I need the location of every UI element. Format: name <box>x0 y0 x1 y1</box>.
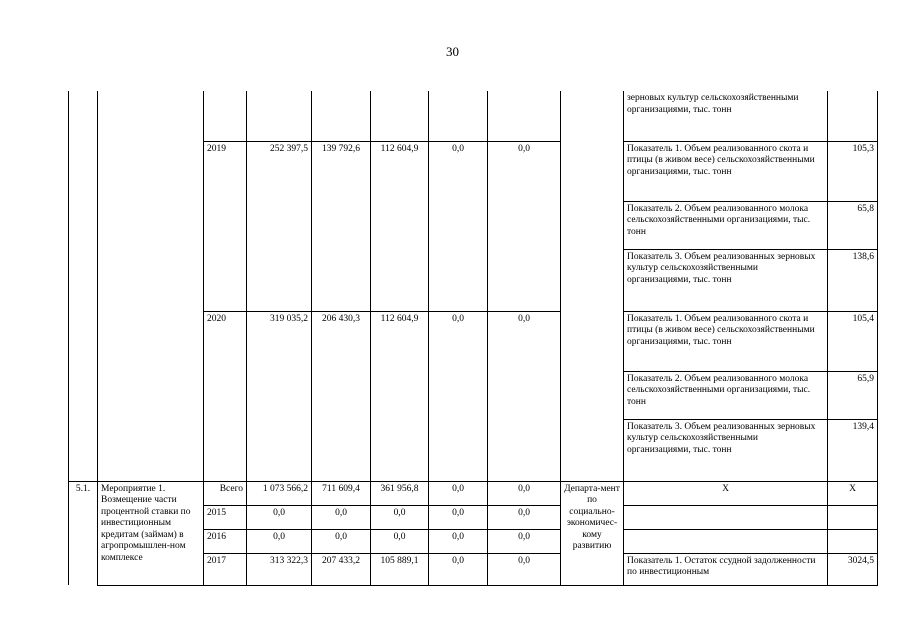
total-cell: 319 035,2 <box>247 311 312 481</box>
total-cell: 0,0 <box>247 529 312 553</box>
indicator-cell: Показатель 2. Объем реализованного молока сельскохозяйственными организациями, тыс. тонн <box>624 371 828 419</box>
value-cell: 139,4 <box>828 419 878 481</box>
period-cell: 2016 <box>204 529 247 553</box>
value-cell: 105,4 <box>828 311 878 371</box>
measure-number: 5.1. <box>69 481 98 585</box>
page-number: 30 <box>446 44 459 59</box>
fed-cell: 206 430,3 <box>312 311 371 481</box>
value-cell: 105,3 <box>828 141 878 201</box>
indicator-cell <box>624 505 828 529</box>
indicator-cell <box>624 529 828 553</box>
table-row <box>69 481 878 505</box>
other-cell: 0,0 <box>488 529 561 553</box>
other-cell <box>488 91 561 141</box>
year-cell: 2019 <box>204 141 247 311</box>
total-cell: 1 073 566,2 <box>247 481 312 505</box>
mun-cell <box>429 91 488 141</box>
fed-cell <box>312 91 371 141</box>
other-cell: 0,0 <box>488 553 561 585</box>
period-cell: Всего <box>204 481 247 505</box>
value-cell <box>828 505 878 529</box>
other-cell: 0,0 <box>488 311 561 481</box>
value-cell: 3024,5 <box>828 553 878 585</box>
total-cell: 0,0 <box>247 505 312 529</box>
indicator-cell: Показатель 1. Остаток ссудной задолженности по инвестиционным <box>624 553 828 585</box>
measure-name-cell-empty <box>98 91 204 481</box>
executor-cell: Департа-мент по социально-экономичес-кому развитию <box>561 481 624 585</box>
mun-cell: 0,0 <box>429 529 488 553</box>
program-table <box>68 91 878 586</box>
reg-cell: 105 889,1 <box>371 553 429 585</box>
indicator-cell: Показатель 2. Объем реализованного молока сельскохозяйственными организациями, тыс. тонн <box>624 201 828 249</box>
value-cell: 138,6 <box>828 249 878 311</box>
mun-cell: 0,0 <box>429 553 488 585</box>
fed-cell: 207 433,2 <box>312 553 371 585</box>
reg-cell <box>371 91 429 141</box>
total-cell: 313 322,3 <box>247 553 312 585</box>
value-cell <box>828 91 878 141</box>
other-cell: 0,0 <box>488 141 561 311</box>
indicator-cell: Показатель 1. Объем реализованного скота и птицы (в живом весе) сельскохозяйственными организациями, тыс. тонн <box>624 311 828 371</box>
reg-cell: 0,0 <box>371 529 429 553</box>
fed-cell: 0,0 <box>312 529 371 553</box>
mun-cell: 0,0 <box>429 505 488 529</box>
fed-cell: 139 792,6 <box>312 141 371 311</box>
mun-cell: 0,0 <box>429 311 488 481</box>
indicator-cell: Показатель 3. Объем реализованных зерновых культур сельскохозяйственными организациями, тыс. тонн <box>624 419 828 481</box>
other-cell: 0,0 <box>488 505 561 529</box>
measure-name: Мероприятие 1. Возмещение части процентной ставки по инвестиционным кредитам (займам) в агропромышлен-ном комплексе <box>98 481 204 585</box>
executor-cell-empty <box>561 91 624 481</box>
mun-cell: 0,0 <box>429 481 488 505</box>
period-cell: 2015 <box>204 505 247 529</box>
reg-cell: 112 604,9 <box>371 311 429 481</box>
indicator-cell: Показатель 1. Объем реализованного скота и птицы (в живом весе) сельскохозяйственными организациями, тыс. тонн <box>624 141 828 201</box>
year-cell <box>204 91 247 141</box>
table-row <box>69 91 878 141</box>
reg-cell: 0,0 <box>371 505 429 529</box>
fed-cell: 711 609,4 <box>312 481 371 505</box>
indicator-cell: зерновых культур сельскохозяйственными организациями, тыс. тонн <box>624 91 828 141</box>
number-cell-empty <box>69 91 98 481</box>
indicator-cell: Показатель 3. Объем реализованных зерновых культур сельскохозяйственными организациями, тыс. тонн <box>624 249 828 311</box>
period-cell: 2017 <box>204 553 247 585</box>
total-cell: 252 397,5 <box>247 141 312 311</box>
reg-cell: 361 956,8 <box>371 481 429 505</box>
value-cell: 65,8 <box>828 201 878 249</box>
reg-cell: 112 604,9 <box>371 141 429 311</box>
mun-cell: 0,0 <box>429 141 488 311</box>
year-cell: 2020 <box>204 311 247 481</box>
total-cell <box>247 91 312 141</box>
fed-cell: 0,0 <box>312 505 371 529</box>
value-cell: X <box>828 481 878 505</box>
value-cell: 65,9 <box>828 371 878 419</box>
indicator-cell: X <box>624 481 828 505</box>
value-cell <box>828 529 878 553</box>
other-cell: 0,0 <box>488 481 561 505</box>
